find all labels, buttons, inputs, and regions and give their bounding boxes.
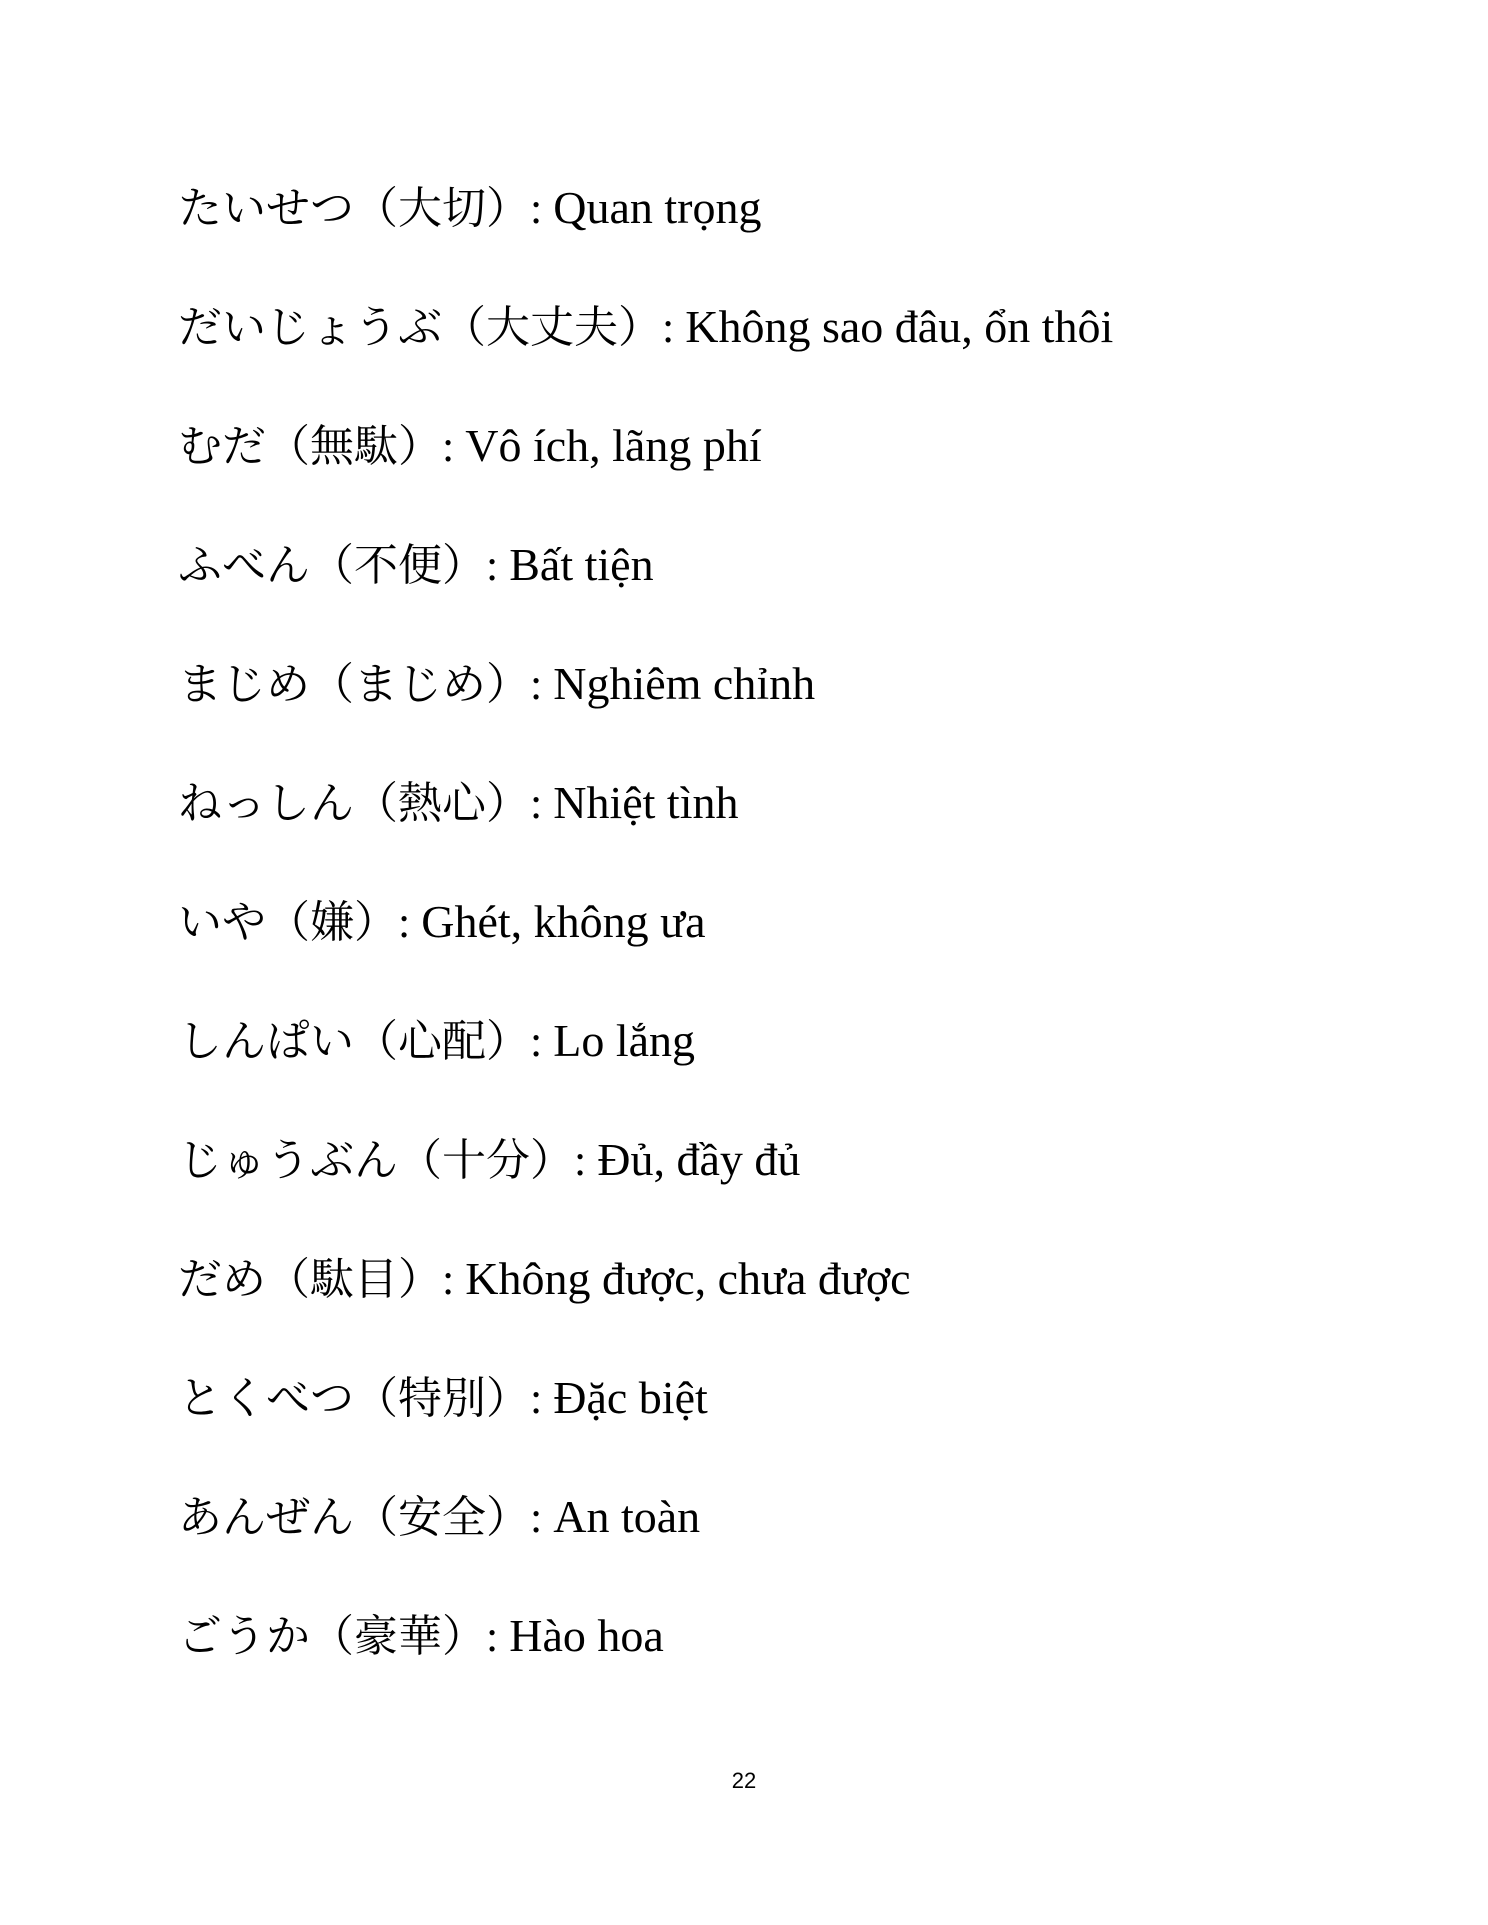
vocab-entry [178, 648, 1328, 767]
separator: : [530, 1017, 554, 1066]
separator: : [530, 184, 554, 233]
japanese-term: たいせつ（大切） [178, 183, 530, 234]
vietnamese-meaning: Bất tiện [509, 539, 654, 590]
separator: : [442, 1255, 466, 1304]
vietnamese-meaning: Nhiệt tình [553, 777, 739, 828]
separator: : [530, 1493, 554, 1542]
separator: : [530, 1374, 554, 1423]
vietnamese-meaning: Đủ, đầy đủ [597, 1134, 801, 1185]
vietnamese-meaning: Đặc biệt [553, 1372, 708, 1423]
japanese-term: ごうか（豪華） [178, 1611, 486, 1662]
vocab-entry [178, 529, 1328, 648]
japanese-term: ふべん（不便） [178, 540, 486, 591]
vietnamese-meaning: Quan trọng [553, 182, 762, 233]
vietnamese-meaning: Vô ích, lãng phí [465, 420, 762, 471]
separator: : [486, 541, 510, 590]
separator: : [398, 898, 422, 947]
separator: : [442, 422, 466, 471]
vocab-entry [178, 410, 1328, 529]
japanese-term: ねっしん（熱心） [178, 778, 530, 829]
vocab-entry [178, 767, 1328, 886]
vocab-entry [178, 886, 1328, 1005]
vocab-entry [178, 1600, 1328, 1719]
vocab-entry [178, 291, 1328, 410]
separator: : [574, 1136, 598, 1185]
vocab-entry [178, 172, 1328, 291]
vocabulary-list [178, 172, 1328, 1719]
vocab-entry [178, 1362, 1328, 1481]
page-number: 22 [731, 1768, 757, 1793]
separator: : [530, 660, 554, 709]
japanese-term: だいじょうぶ（大丈夫） [178, 302, 662, 353]
separator: : [486, 1612, 510, 1661]
japanese-term: まじめ（まじめ） [178, 659, 530, 710]
vietnamese-meaning: Hào hoa [509, 1610, 664, 1661]
vocab-entry [178, 1481, 1328, 1600]
vietnamese-meaning: Ghét, không ưa [421, 896, 706, 947]
vietnamese-meaning: Không được, chưa được [465, 1253, 911, 1304]
japanese-term: いや（嫌） [178, 897, 398, 948]
vocab-entry [178, 1124, 1328, 1243]
japanese-term: とくべつ（特別） [178, 1373, 530, 1424]
vocab-entry [178, 1243, 1328, 1362]
vietnamese-meaning: Nghiêm chỉnh [553, 658, 816, 709]
vietnamese-meaning: Lo lắng [553, 1015, 696, 1066]
japanese-term: しんぱい（心配） [178, 1016, 530, 1067]
japanese-term: あんぜん（安全） [178, 1492, 530, 1543]
vocab-entry [178, 1005, 1328, 1124]
vietnamese-meaning: Không sao đâu, ổn thôi [685, 301, 1114, 352]
japanese-term: じゅうぶん（十分） [178, 1135, 574, 1186]
vietnamese-meaning: An toàn [553, 1491, 701, 1542]
japanese-term: だめ（駄目） [178, 1254, 442, 1305]
separator: : [662, 303, 686, 352]
japanese-term: むだ（無駄） [178, 421, 442, 472]
separator: : [530, 779, 554, 828]
